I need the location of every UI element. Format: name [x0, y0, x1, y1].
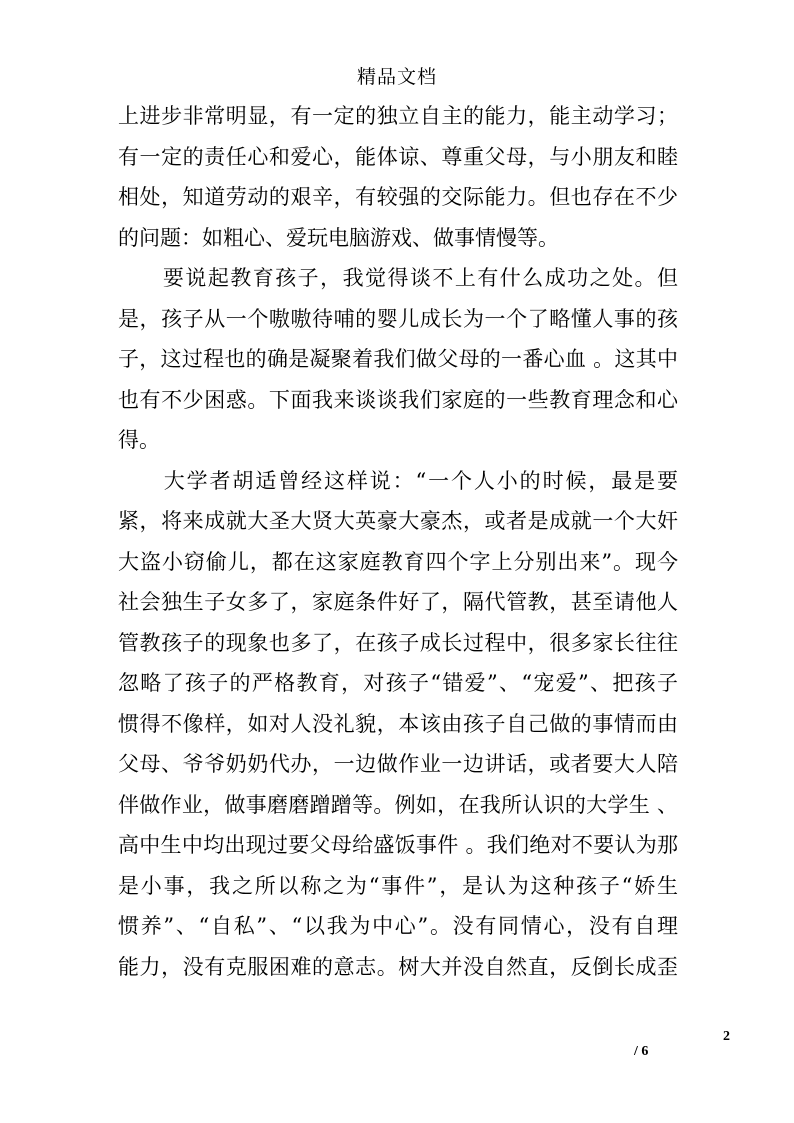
- body-line: 子，这过程也的确是凝聚着我们做父母的一番心血 。这其中: [118, 347, 678, 371]
- body-line: 的问题：如粗心、爱玩电脑游戏、做事情慢等。: [118, 225, 559, 250]
- body-line: 大盗小窃偷儿，都在这家庭教育四个字上分别出来”。现今: [118, 549, 678, 574]
- body-line: 伴做作业，做事磨磨蹭蹭等。例如，在我所认识的大学生 、: [118, 792, 678, 817]
- body-line: 得。: [118, 428, 160, 452]
- body-line: 惯得不像样，如对人没礼貌，本该由孩子自己做的事情而由: [118, 711, 678, 736]
- document-body: [118, 96, 678, 987]
- body-line: 是，孩子从一个嗷嗷待哺的婴儿成长为一个了略懂人事的孩: [118, 306, 678, 331]
- body-line: 高中生中均出现过要父母给盛饭事件 。我们绝对不要认为那: [118, 833, 678, 857]
- page-total: / 6: [634, 1044, 649, 1059]
- body-line: 要说起教育孩子，我觉得谈不上有什么成功之处。但: [118, 266, 678, 290]
- document-header-title: 精品文档: [356, 66, 437, 88]
- page-number: 2: [723, 1029, 730, 1044]
- body-line: 紧，将来成就大圣大贤大英豪大豪杰，或者是成就一个大奸: [118, 509, 678, 533]
- body-line: 大学者胡适曾经这样说：“一个人小的时候，最是要: [118, 468, 678, 493]
- body-line: 父母、爷爷奶奶代办，一边做作业一边讲话，或者要大人陪: [118, 752, 678, 776]
- body-line: 惯养”、“自私”、“以我为中心”。没有同情心，没有自理: [118, 914, 678, 938]
- body-line: 也有不少困惑。下面我来谈谈我们家庭的一些教育理念和心: [118, 387, 678, 412]
- body-line: 社会独生子女多了，家庭条件好了，隔代管教，甚至请他人: [118, 590, 678, 614]
- body-line: 能力，没有克服困难的意志。树大并没自然直，反倒长成歪: [118, 954, 678, 979]
- body-line: 忽略了孩子的严格教育，对孩子“错爱”、“宠爱”、把孩子: [118, 671, 678, 695]
- body-line: 上进步非常明显，有一定的独立自主的能力，能主动学习；: [118, 104, 678, 128]
- body-line: 相处，知道劳动的艰辛，有较强的交际能力。但也存在不少: [118, 185, 678, 209]
- body-line: 管教孩子的现象也多了，在孩子成长过程中，很多家长往往: [118, 630, 678, 655]
- body-line: 是小事，我之所以称之为“事件”，是认为这种孩子“娇生: [118, 873, 678, 898]
- body-line: 有一定的责任心和爱心，能体谅、尊重父母，与小朋友和睦: [118, 144, 678, 169]
